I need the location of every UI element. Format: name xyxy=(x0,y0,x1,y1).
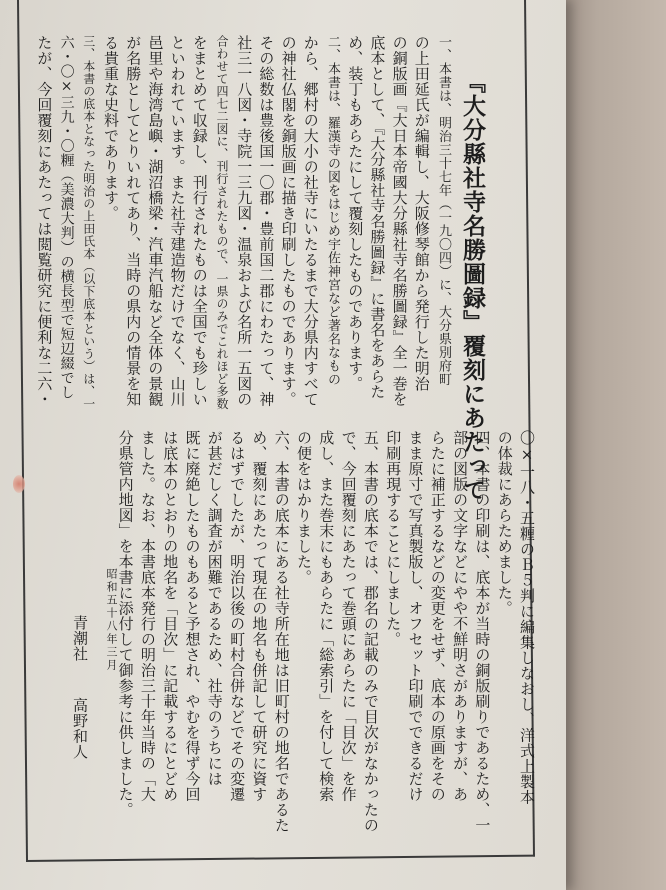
text-column-upper: の銅版画『大日本帝國大分縣社寺名勝圖録』全一巻を xyxy=(390,35,409,407)
text-column-lower: 分県管内地図」を本書に添付して御参考に供しました。 xyxy=(116,430,135,818)
text-column-lower: 既に廃絶したものもあると予想され、やむを得ず今回 xyxy=(183,430,202,802)
text-column-upper: の上田延氏が編輯し、大阪修琴館から発行した明治 xyxy=(412,35,431,392)
background-surface xyxy=(560,0,666,890)
text-column-upper: 底本として、『大分縣社寺名勝圖録』に書名をあらた xyxy=(368,35,387,400)
text-column-lower: るはずでしたが、明治以後の町村合併などでその変遷 xyxy=(228,430,247,802)
text-column-lower: 成し、また巻末にもあらたに「総索引」を付して検索 xyxy=(317,430,336,802)
date-line: 昭和五十八年三月 xyxy=(105,568,118,672)
text-column-lower: 六、本書の底本にある社寺所在地は旧町村の地名であるた xyxy=(272,430,291,833)
page-title: 『大分縣社寺名勝圖録』覆刻にあたって xyxy=(459,70,486,502)
text-column-upper: る貴重な史料であります。 xyxy=(102,35,120,221)
text-column-lower: 部の図版の文字などにやや不鮮明さがありますが、あ xyxy=(451,430,470,802)
text-column-upper: 邑里や海湾島嶼・湖沼橋梁・汽車汽船など全体の景観 xyxy=(146,35,165,407)
red-stain-mark xyxy=(13,475,25,493)
text-column-upper: といわれています。また社寺建造物だけでなく、山川 xyxy=(168,35,187,407)
text-column-lower: で、今回覆刻にあたって巻頭にあらたに「目次」を作 xyxy=(339,430,358,802)
text-column-upper: たが、今回覆刻にあたっては閲覧研究に便利な二六・ xyxy=(35,35,54,407)
text-column-upper: から、郷村の大小の社寺にいたるまで大分県内すべて xyxy=(301,35,320,407)
text-column-upper: 三、本書の底本となった明治の上田氏本（以下底本という）は、一 xyxy=(81,35,96,410)
text-column-lower: 五、本書の底本では、郡名の記載のみで目次がなかったの xyxy=(361,430,380,833)
text-column-upper: 二、本書は、羅漢寺の図をはじめ宇佐神宮など著名なもの xyxy=(325,35,340,386)
text-column-lower: の体裁にあらためました。 xyxy=(495,430,514,616)
text-column-lower: の便をはかりました。 xyxy=(295,430,313,585)
text-column-upper: め、装丁もあらたにして覆刻したものであります。 xyxy=(346,35,365,392)
text-column-lower: が甚だしく調査が困難であるため、社寺のうちには xyxy=(205,430,224,787)
text-column-lower: 四、本書の印刷は、底本が当時の銅版刷りであるため、一 xyxy=(473,430,492,833)
text-column-lower: まま原寸で写真製版し、オフセット印刷でできるだけ xyxy=(406,430,425,802)
publisher-name: 青潮社 xyxy=(71,615,89,662)
text-column-upper: をまとめて収録し、刊行されたものは全国でも珍しい xyxy=(190,35,209,407)
text-column-upper: が名勝としてとりいれてあり、当時の県内の情景を知 xyxy=(124,35,143,407)
text-column-lower: 印刷再現することにしました。 xyxy=(384,430,403,647)
text-column-lower: らたに補正するなどの変更をせず、底本の原画をその xyxy=(428,430,447,802)
text-column-lower: 〇×一八・五糎のＢ５判に編集しなおし、洋式上製本 xyxy=(518,430,536,805)
text-column-lower: め、覆刻にあたって現在の地名も併記して研究に資す xyxy=(250,430,269,802)
text-column-lower: は底本のとおりの地名を「目次」に記載するにとどめ xyxy=(161,430,180,802)
author-name: 高野和人 xyxy=(71,697,89,760)
text-column-upper: 六・〇×三九・〇糎（美濃大判）の横長型で短辺綴でし xyxy=(58,35,75,400)
signature-line xyxy=(68,615,91,760)
text-column-lower: ました。なお、本書底本発行の明治三十年当時の「大 xyxy=(138,430,157,802)
text-column-upper: 社三一八図・寺院一三九図・温泉および名所一五図の xyxy=(235,35,254,407)
text-column-upper: の神社仏閣を銅版画に描き印刷したものであります。 xyxy=(279,35,298,407)
text-column-upper: 一、本書は、明治三十七年（一九〇四）に、大分県別府町 xyxy=(436,35,451,386)
text-column-upper: 合わせて四七二図に、刊行されたもので、一県のみでこれほど多数 xyxy=(215,35,229,410)
text-column-upper: その総数は豊後国一〇郡・豊前国二郡にわたって、神 xyxy=(257,35,276,407)
